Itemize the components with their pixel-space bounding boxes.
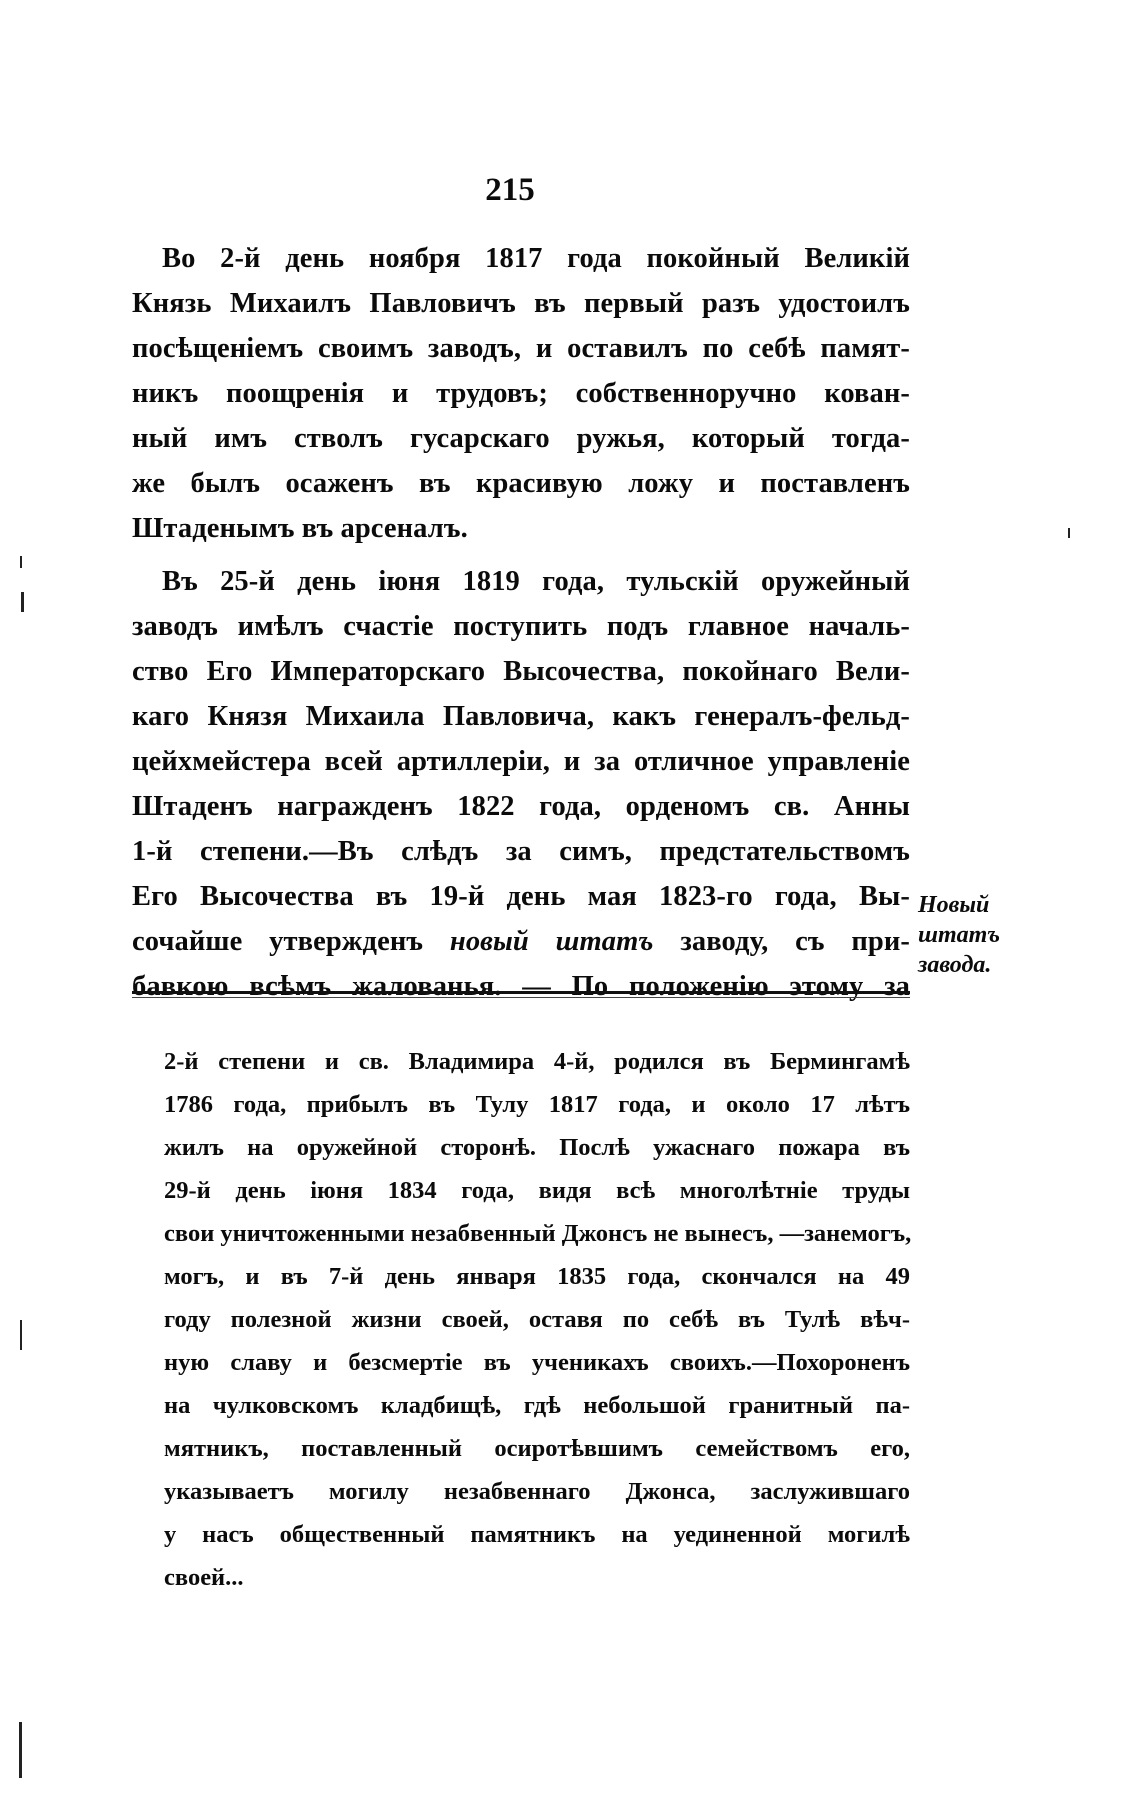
text-line: же былъ осаженъ въ красивую ложу и поставленъ	[132, 468, 910, 499]
footnote-line: жилъ на оружейной сторонѣ. Послѣ ужаснаго пожара въ	[164, 1134, 910, 1161]
footnote	[164, 1040, 910, 1599]
text-segment: заводу, съ при-	[653, 926, 910, 957]
text-line: никъ поощренiя и трудовъ; собственноручно кован-	[132, 378, 910, 409]
text-line: бавкою всѣмъ жалованья. — По положенiю этому за	[132, 971, 910, 1002]
footnote-line: могъ, и въ 7-й день января 1835 года, скончался на 49	[164, 1263, 910, 1290]
text-line: цейхмейстера всей артиллерiи, и за отличное управленiе	[132, 746, 910, 777]
text-line: 1-й степени.—Въ слѣдъ за симъ, предстательствомъ	[132, 836, 910, 867]
scan-edge-mark	[19, 1722, 22, 1778]
text-line: посѣщенiемъ своимъ заводъ, и оставилъ по себѣ памят-	[132, 333, 910, 364]
footnote-separator-rule	[132, 991, 910, 994]
footnote-line: на чулковскомъ кладбищѣ, гдѣ небольшой гранитный па-	[164, 1392, 910, 1419]
margin-note-line: завода.	[918, 952, 992, 978]
text-line: Его Высочества въ 19-й день мая 1823-го года, Вы-	[132, 881, 910, 912]
text-line: Штаденъ награжденъ 1822 года, орденомъ св. Анны	[132, 791, 910, 822]
text-line: каго Князя Михаила Павловича, какъ генералъ-фельд-	[132, 701, 910, 732]
scan-edge-mark	[21, 592, 24, 612]
footnote-line: 1786 года, прибылъ въ Тулу 1817 года, и около 17 лѣтъ	[164, 1091, 910, 1118]
page-number: 215	[485, 172, 535, 208]
margin-note	[918, 890, 1028, 980]
text-line: Во 2-й день ноября 1817 года покойный Великiй	[162, 243, 910, 274]
italic-phrase: новый штатъ	[449, 926, 654, 957]
footnote-line: ную славу и безсмертiе въ ученикахъ своихъ.—Похороненъ	[164, 1349, 910, 1376]
footnote-separator-thin-rule	[132, 997, 910, 998]
text-line: Князь Михаилъ Павловичъ въ первый разъ удостоилъ	[132, 288, 910, 319]
footnote-line: у насъ общественный памятникъ на уединенной могилѣ	[164, 1521, 910, 1548]
main-text	[132, 236, 910, 1009]
scan-edge-mark	[20, 556, 22, 568]
text-line: Штаденымъ въ арсеналъ.	[132, 513, 468, 544]
paragraph-2	[132, 559, 910, 1009]
footnote-line: 29-й день iюня 1834 года, видя всѣ многолѣтнiе труды	[164, 1177, 910, 1204]
margin-note-line: штатъ	[918, 922, 1000, 948]
paragraph-1	[132, 236, 910, 551]
footnote-line: 2-й степени и св. Владимира 4-й, родился въ Бермингамѣ	[164, 1048, 910, 1075]
text-line: ство Его Императорскаго Высочества, покойнаго Вели-	[132, 656, 910, 687]
text-line: ный имъ стволъ гусарскаго ружья, который тогда-	[132, 423, 910, 454]
text-line: Въ 25-й день iюня 1819 года, тульскiй оружейный	[162, 566, 910, 597]
footnote-line: указываетъ могилу незабвеннаго Джонса, заслужившаго	[164, 1478, 910, 1505]
text-segment: сочайше утвержденъ	[132, 926, 450, 957]
text-line: заводъ имѣлъ счастiе поступить подъ главное началь-	[132, 611, 910, 642]
footnote-line: мятникъ, поставленный осиротѣвшимъ семействомъ его,	[164, 1435, 910, 1462]
margin-note-line: Новый	[918, 892, 990, 918]
footnote-line: свои уничтоженными незабвенный Джонсъ не вынесъ, —занемогъ,	[164, 1220, 912, 1247]
scan-edge-mark	[1068, 528, 1070, 538]
text-line-with-italic	[132, 919, 910, 964]
footnote-line: году полезной жизни своей, оставя по себѣ въ Тулѣ вѣч-	[164, 1306, 910, 1333]
footnote-line: своей...	[164, 1564, 244, 1591]
scan-edge-mark	[20, 1320, 22, 1350]
